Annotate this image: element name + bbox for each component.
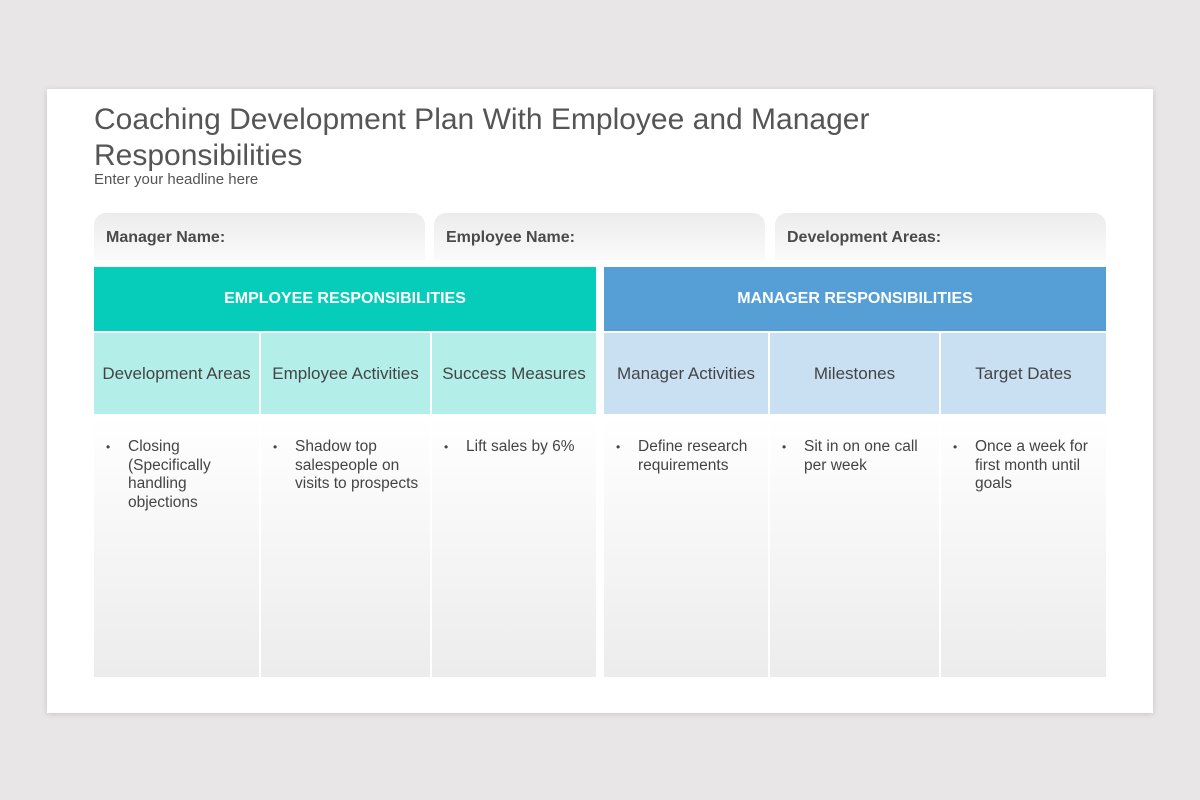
column-development-areas (94, 333, 259, 677)
list-item: • Sit in on one call per week (782, 438, 929, 475)
page-title: Coaching Development Plan With Employee and Manager Responsibilities (94, 103, 870, 172)
list-item: • Once a week for first month until goals (953, 438, 1096, 494)
column-manager-activities (604, 333, 768, 677)
column-target-dates (941, 333, 1106, 677)
employee-responsibilities-header: EMPLOYEE RESPONSIBILITIES (94, 267, 596, 331)
development-areas-field[interactable]: Development Areas: (775, 213, 1106, 260)
column-success-measures (432, 333, 596, 677)
column-header: Success Measures (432, 333, 596, 414)
list-item: • Lift sales by 6% (444, 438, 586, 457)
column-milestones (770, 333, 939, 677)
list-item: • Define research requirements (616, 438, 758, 475)
employee-name-field[interactable]: Employee Name: (434, 213, 765, 260)
list-item: • Closing (Specifically handling objections (106, 438, 249, 512)
list-item: • Shadow top salespeople on visits to prospects (273, 438, 420, 494)
subtitle: Enter your headline here (94, 171, 259, 188)
column-header: Employee Activities (261, 333, 430, 414)
column-employee-activities (261, 333, 430, 677)
column-header: Development Areas (94, 333, 259, 414)
manager-responsibilities-header: MANAGER RESPONSIBILITIES (604, 267, 1106, 331)
column-header: Target Dates (941, 333, 1106, 414)
column-header: Milestones (770, 333, 939, 414)
manager-name-field[interactable]: Manager Name: (94, 213, 425, 260)
column-header: Manager Activities (604, 333, 768, 414)
